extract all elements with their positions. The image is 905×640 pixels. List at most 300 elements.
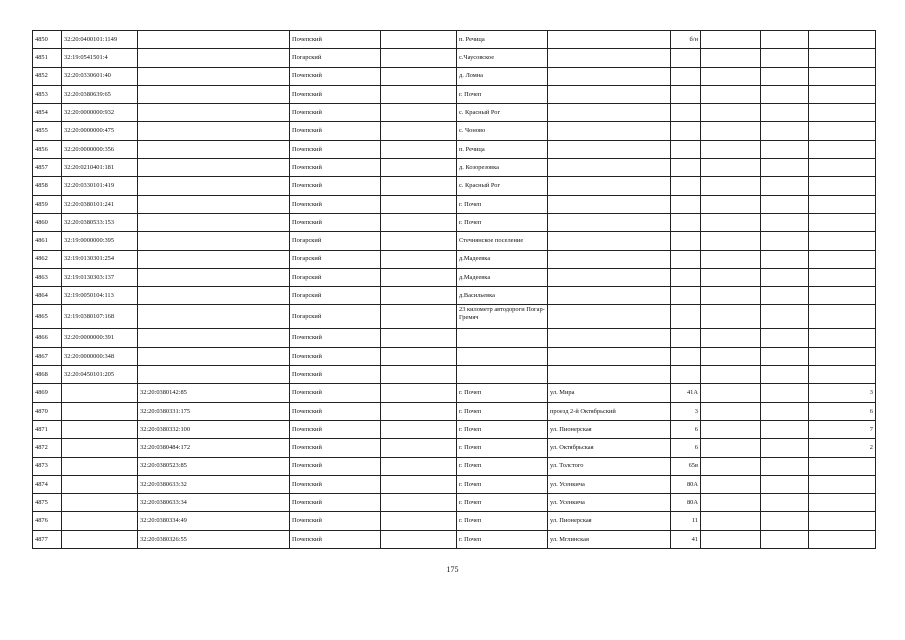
table-cell [381, 287, 457, 305]
table-cell: ул. Усенкича [548, 475, 671, 493]
table-cell [671, 122, 701, 140]
table-cell: б/н [671, 31, 701, 49]
table-cell [671, 49, 701, 67]
table-cell [809, 366, 876, 384]
table-cell: Почепский [290, 494, 381, 512]
table-cell [761, 268, 809, 286]
table-row [33, 494, 876, 512]
table-row [33, 347, 876, 365]
table-cell: с. Чоново [457, 122, 548, 140]
table-cell: Почепский [290, 140, 381, 158]
table-cell [809, 268, 876, 286]
table-cell [381, 232, 457, 250]
table-cell [138, 329, 290, 347]
table-cell: 4868 [33, 366, 62, 384]
table-cell [671, 85, 701, 103]
table-cell: п. Речица [457, 140, 548, 158]
table-cell [548, 305, 671, 329]
table-cell [381, 384, 457, 402]
table-cell [548, 268, 671, 286]
table-cell: 4867 [33, 347, 62, 365]
table-cell [548, 366, 671, 384]
table-cell [761, 122, 809, 140]
table-cell [809, 140, 876, 158]
table-cell [809, 213, 876, 231]
table-cell: Почепский [290, 475, 381, 493]
table-cell: с. Красный Рог [457, 177, 548, 195]
table-cell [701, 420, 761, 438]
table-cell: Почепский [290, 530, 381, 548]
table-cell [701, 159, 761, 177]
table-cell: г. Почеп [457, 494, 548, 512]
table-cell: 3 [671, 402, 701, 420]
table-row [33, 159, 876, 177]
table-cell [761, 250, 809, 268]
table-cell: 32:20:0380332:100 [138, 420, 290, 438]
table-row [33, 250, 876, 268]
table-cell [809, 530, 876, 548]
table-cell [381, 104, 457, 122]
page-number: 175 [446, 565, 459, 574]
table-cell: 4856 [33, 140, 62, 158]
table-cell [138, 268, 290, 286]
table-cell [548, 159, 671, 177]
table-row [33, 457, 876, 475]
table-cell: ул. Октябрьская [548, 439, 671, 457]
table-row [33, 122, 876, 140]
table-cell [761, 384, 809, 402]
table-cell [138, 250, 290, 268]
table-cell [381, 347, 457, 365]
table-row [33, 475, 876, 493]
table-cell: 32:20:0380633:34 [138, 494, 290, 512]
table-cell: 32:20:0380331:175 [138, 402, 290, 420]
table-cell: 32:20:0330601:40 [62, 67, 138, 85]
table-cell [809, 457, 876, 475]
table-cell [381, 177, 457, 195]
table-cell [671, 159, 701, 177]
table-cell: 4862 [33, 250, 62, 268]
table-cell [381, 140, 457, 158]
table-row [33, 195, 876, 213]
table-cell: 65в [671, 457, 701, 475]
table-cell: 4851 [33, 49, 62, 67]
table-cell [62, 420, 138, 438]
table-cell [761, 366, 809, 384]
table-cell [457, 347, 548, 365]
table-cell: 2 [809, 439, 876, 457]
table-cell: 80А [671, 475, 701, 493]
table-cell: 4861 [33, 232, 62, 250]
table-cell: 32:20:0380334:49 [138, 512, 290, 530]
table-cell: 32:20:0380533:153 [62, 213, 138, 231]
table-cell [761, 305, 809, 329]
table-cell: д.Васильевка [457, 287, 548, 305]
table-row [33, 268, 876, 286]
table-cell [548, 122, 671, 140]
table-cell: д. Ломна [457, 67, 548, 85]
table-cell [381, 31, 457, 49]
table-cell: Почепский [290, 177, 381, 195]
table-cell: Почепский [290, 195, 381, 213]
table-cell: 32:20:0380633:32 [138, 475, 290, 493]
table-cell: 11 [671, 512, 701, 530]
table-cell [381, 475, 457, 493]
table-cell [381, 268, 457, 286]
table-cell [701, 287, 761, 305]
table-cell [671, 329, 701, 347]
table-cell: проезд 2-й Октябрьский [548, 402, 671, 420]
table-cell: Почепский [290, 122, 381, 140]
table-cell [701, 250, 761, 268]
table-cell: 4852 [33, 67, 62, 85]
table-cell: 32:20:0380523:85 [138, 457, 290, 475]
table-cell [138, 287, 290, 305]
table-cell: г. Почеп [457, 512, 548, 530]
table-cell: с. Красный Рог [457, 104, 548, 122]
table-cell: 4873 [33, 457, 62, 475]
table-cell [701, 122, 761, 140]
table-cell: 6 [671, 439, 701, 457]
table-cell: 32:20:0000000:932 [62, 104, 138, 122]
table-row [33, 366, 876, 384]
table-cell [809, 347, 876, 365]
table-cell [761, 457, 809, 475]
table-cell [809, 250, 876, 268]
table-cell [548, 85, 671, 103]
table-cell: 4872 [33, 439, 62, 457]
table-cell [138, 104, 290, 122]
table-cell: Почепский [290, 402, 381, 420]
table-row [33, 213, 876, 231]
table-cell: 32:20:0380142:85 [138, 384, 290, 402]
table-cell: 32:20:0450101:205 [62, 366, 138, 384]
table-cell [761, 329, 809, 347]
table-cell: 32:20:0000000:348 [62, 347, 138, 365]
table-cell [381, 85, 457, 103]
table-cell [548, 49, 671, 67]
table-cell [701, 177, 761, 195]
table-cell [701, 85, 761, 103]
table-cell: Почепский [290, 67, 381, 85]
table-cell: п. Речица [457, 31, 548, 49]
table-row [33, 177, 876, 195]
table-row [33, 305, 876, 329]
table-cell [548, 347, 671, 365]
table-cell [62, 457, 138, 475]
table-cell [701, 402, 761, 420]
table-cell: 32:20:0380484:172 [138, 439, 290, 457]
table-cell [381, 457, 457, 475]
table-cell: 6 [671, 420, 701, 438]
table-cell [671, 366, 701, 384]
table-cell [761, 530, 809, 548]
table-cell: 4870 [33, 402, 62, 420]
table-cell [809, 494, 876, 512]
table-cell [809, 104, 876, 122]
table-cell [381, 402, 457, 420]
table-cell [671, 140, 701, 158]
table-cell: ул. Пионерская [548, 420, 671, 438]
table-cell [701, 457, 761, 475]
table-cell [381, 213, 457, 231]
table-cell [381, 250, 457, 268]
table-row [33, 67, 876, 85]
table-cell [761, 213, 809, 231]
table-cell: 4858 [33, 177, 62, 195]
table-cell: 4855 [33, 122, 62, 140]
table-cell [671, 67, 701, 85]
table-cell [381, 122, 457, 140]
table-cell [548, 104, 671, 122]
table-cell: г. Почеп [457, 195, 548, 213]
table-cell: 32:20:0000000:475 [62, 122, 138, 140]
table-cell [809, 305, 876, 329]
table-cell [138, 67, 290, 85]
table-cell: 4860 [33, 213, 62, 231]
table-cell [548, 232, 671, 250]
table-cell: 4850 [33, 31, 62, 49]
table-cell: 4877 [33, 530, 62, 548]
table-cell [381, 49, 457, 67]
table-cell [381, 67, 457, 85]
table-cell [701, 439, 761, 457]
table-cell [548, 177, 671, 195]
table-cell [62, 512, 138, 530]
table-cell [62, 439, 138, 457]
table-cell: 32:20:0400101:1149 [62, 31, 138, 49]
table-cell [761, 347, 809, 365]
table-cell: г. Почеп [457, 213, 548, 231]
registry-table [32, 30, 876, 549]
table-cell [548, 250, 671, 268]
table-cell [701, 305, 761, 329]
table-cell [381, 494, 457, 512]
table-cell [138, 195, 290, 213]
table-cell: 4875 [33, 494, 62, 512]
table-cell: г. Почеп [457, 530, 548, 548]
table-cell: 32:20:0330101:419 [62, 177, 138, 195]
table-cell [62, 530, 138, 548]
table-cell [62, 475, 138, 493]
table-cell [381, 420, 457, 438]
table-cell [809, 287, 876, 305]
table-cell [138, 232, 290, 250]
table-row [33, 384, 876, 402]
table-cell: Почепский [290, 366, 381, 384]
table-cell [138, 140, 290, 158]
table-cell [381, 366, 457, 384]
table-body [33, 31, 876, 549]
table-cell: Почепский [290, 512, 381, 530]
table-cell [138, 347, 290, 365]
table-cell [701, 232, 761, 250]
table-cell: 32:20:0000000:356 [62, 140, 138, 158]
table-cell [761, 31, 809, 49]
table-cell [381, 512, 457, 530]
table-cell [671, 232, 701, 250]
table-cell [809, 512, 876, 530]
table-cell: ул. Толстого [548, 457, 671, 475]
table-cell: Почепский [290, 420, 381, 438]
table-row [33, 420, 876, 438]
table-cell: Почепский [290, 85, 381, 103]
table-cell [138, 31, 290, 49]
table-cell [809, 177, 876, 195]
table-cell [671, 347, 701, 365]
table-cell: 4853 [33, 85, 62, 103]
table-cell [548, 195, 671, 213]
table-cell [701, 329, 761, 347]
table-cell [138, 159, 290, 177]
table-cell [138, 122, 290, 140]
table-cell: 4874 [33, 475, 62, 493]
table-cell: 4869 [33, 384, 62, 402]
table-cell: ул. Пионерская [548, 512, 671, 530]
table-cell: 3 [809, 384, 876, 402]
table-cell: г. Почеп [457, 402, 548, 420]
table-cell: 32:19:0130303:137 [62, 268, 138, 286]
table-cell [701, 384, 761, 402]
table-cell [809, 122, 876, 140]
table-cell: 32:19:0050104:113 [62, 287, 138, 305]
table-cell: ул. Мглинская [548, 530, 671, 548]
table-cell [671, 250, 701, 268]
table-cell [809, 195, 876, 213]
table-cell [701, 268, 761, 286]
table-cell: 32:19:0130301:254 [62, 250, 138, 268]
table-cell [671, 268, 701, 286]
table-cell: 32:20:0380639:65 [62, 85, 138, 103]
table-cell: 4857 [33, 159, 62, 177]
table-cell [671, 177, 701, 195]
table-cell [761, 67, 809, 85]
table-cell: Почепский [290, 159, 381, 177]
table-cell [548, 31, 671, 49]
table-cell [701, 213, 761, 231]
table-cell [701, 475, 761, 493]
table-cell: 23 километр автодороги Погар-Гремяч [457, 305, 548, 329]
table-cell: 41 [671, 530, 701, 548]
table-cell: ул. Мира [548, 384, 671, 402]
table-cell [701, 512, 761, 530]
table-cell: Погарский [290, 250, 381, 268]
table-cell [701, 494, 761, 512]
table-row [33, 329, 876, 347]
table-cell [701, 347, 761, 365]
table-cell [761, 140, 809, 158]
table-cell [62, 494, 138, 512]
table-cell [761, 177, 809, 195]
table-row [33, 530, 876, 548]
table-cell: 80А [671, 494, 701, 512]
table-cell [62, 384, 138, 402]
table-cell [761, 494, 809, 512]
table-row [33, 512, 876, 530]
table-cell [761, 402, 809, 420]
table-cell [761, 159, 809, 177]
table-cell: Почепский [290, 31, 381, 49]
table-cell: г. Почеп [457, 439, 548, 457]
table-cell [761, 420, 809, 438]
table-row [33, 104, 876, 122]
table-cell [671, 195, 701, 213]
table-cell [548, 329, 671, 347]
table-cell [809, 159, 876, 177]
table-cell: 32:19:0000000:395 [62, 232, 138, 250]
table-cell [138, 49, 290, 67]
table-cell [761, 287, 809, 305]
table-cell [381, 195, 457, 213]
table-cell: Погарский [290, 232, 381, 250]
table-cell: Погарский [290, 49, 381, 67]
table-row [33, 31, 876, 49]
table-cell [809, 67, 876, 85]
table-row [33, 85, 876, 103]
table-row [33, 140, 876, 158]
table-cell [701, 195, 761, 213]
table-cell: д. Козорезовка [457, 159, 548, 177]
table-cell: Погарский [290, 268, 381, 286]
table-cell [138, 85, 290, 103]
table-row [33, 287, 876, 305]
table-cell: с.Чаусовское [457, 49, 548, 67]
table-cell: 32:20:0380101:241 [62, 195, 138, 213]
table-cell: д.Мадеевка [457, 268, 548, 286]
table-cell: г. Почеп [457, 420, 548, 438]
table-cell: г. Почеп [457, 85, 548, 103]
table-cell [381, 159, 457, 177]
table-cell [671, 287, 701, 305]
table-cell: Почепский [290, 104, 381, 122]
table-cell [809, 475, 876, 493]
table-cell: 32:20:0210401:181 [62, 159, 138, 177]
table-cell [809, 232, 876, 250]
table-cell [381, 439, 457, 457]
table-row [33, 439, 876, 457]
table-cell: 4859 [33, 195, 62, 213]
table-cell: Почепский [290, 329, 381, 347]
table-cell: 32:19:0380107:168 [62, 305, 138, 329]
table-cell: 7 [809, 420, 876, 438]
table-cell [761, 104, 809, 122]
table-cell [761, 512, 809, 530]
table-cell [761, 439, 809, 457]
table-cell: г. Почеп [457, 475, 548, 493]
table-cell: Почепский [290, 439, 381, 457]
table-cell: г. Почеп [457, 384, 548, 402]
table-cell: 4864 [33, 287, 62, 305]
table-cell [548, 67, 671, 85]
table-cell [548, 140, 671, 158]
table-cell [761, 49, 809, 67]
table-cell: 32:20:0000000:391 [62, 329, 138, 347]
table-cell [457, 366, 548, 384]
table-cell: 4854 [33, 104, 62, 122]
table-cell: 4866 [33, 329, 62, 347]
table-cell [761, 85, 809, 103]
table-cell: Почепский [290, 347, 381, 365]
table-cell [138, 305, 290, 329]
table-cell: 4863 [33, 268, 62, 286]
table-cell [701, 530, 761, 548]
table-cell [138, 177, 290, 195]
table-cell [671, 305, 701, 329]
table-cell [701, 140, 761, 158]
table-cell [761, 232, 809, 250]
table-cell [701, 366, 761, 384]
table-cell [381, 305, 457, 329]
